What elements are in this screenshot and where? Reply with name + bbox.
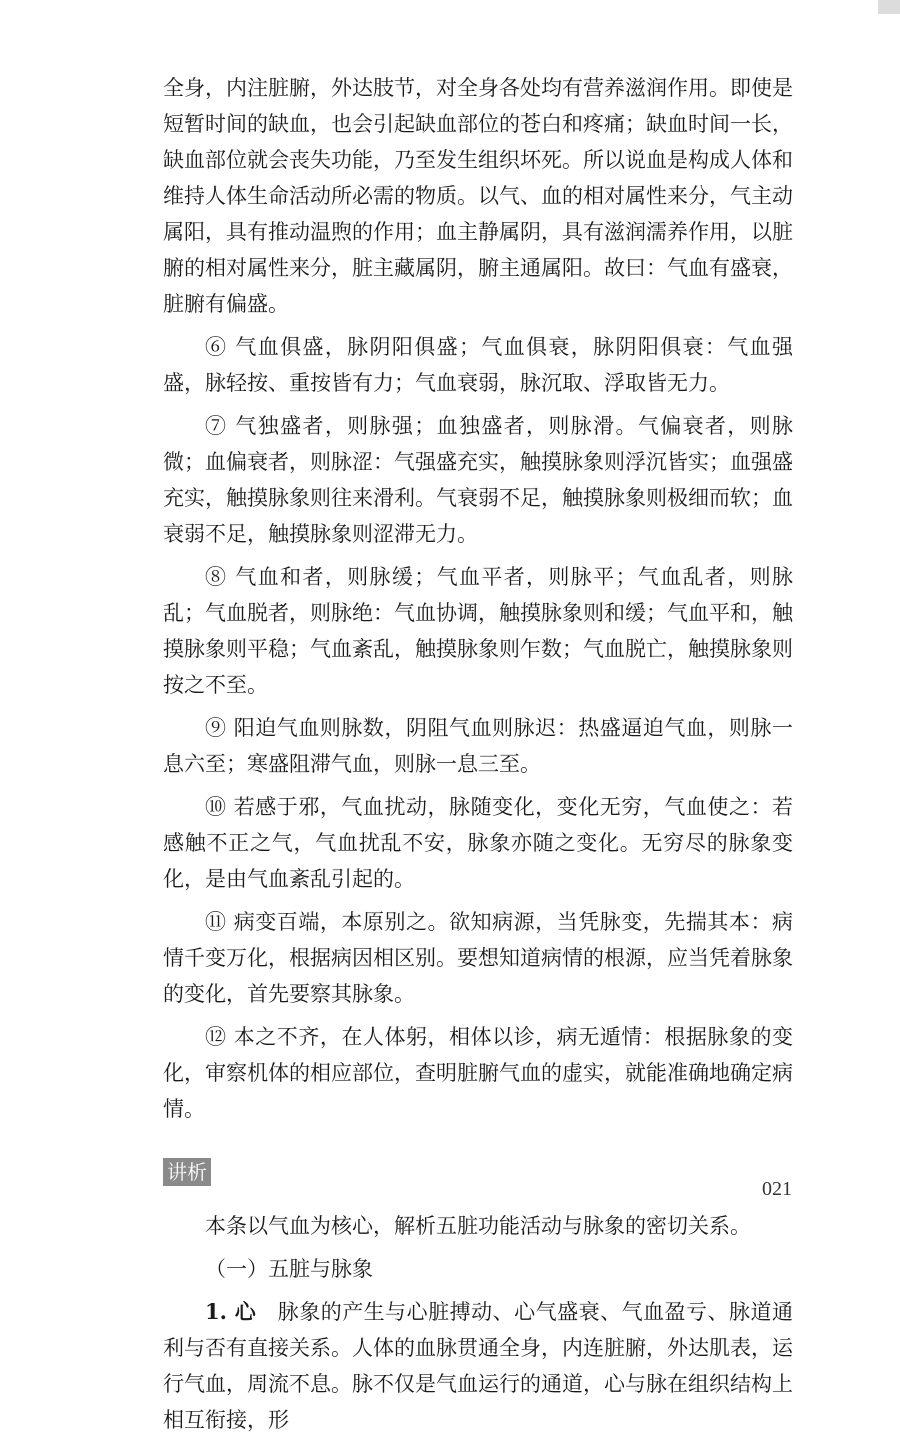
- paragraph-item-6: ⑥ 气血俱盛，脉阴阳俱盛；气血俱衰，脉阴阳俱衰：气血强盛，脉轻按、重按皆有力；气血衰弱，脉沉取、浮取皆无力。: [163, 335, 793, 395]
- paragraph-item-10: ⑩ 若感于邪，气血扰动，脉随变化，变化无穷，气血使之：若感触不正之气，气血扰乱不安，脉象亦随之变化。无穷尽的脉象变化，是由气血紊乱引起的。: [163, 795, 793, 891]
- corner-mark: [878, 0, 900, 14]
- item-1-paragraph: [163, 1294, 793, 1438]
- page-body: [163, 70, 793, 1445]
- paragraph-continued: 全身，内注脏腑，外达肢节，对全身各处均有营养滋润作用。即使是短暂时间的缺血，也会引起缺血部位的苍白和疼痛；缺血时间一长，缺血部位就会丧失功能，乃至发生组织坏死。所以说血是构成人体和维持人体生命活动所必需的物质。以气、血的相对属性来分，气主动属阳，具有推动温煦的作用；血主静属阴，具有滋润濡养作用，以脏腑的相对属性来分，脏主藏属阴，腑主通属阳。故曰：气血有盛衰，脏腑有偏盛。: [163, 76, 793, 316]
- item-1-label: 1. 心: [205, 1299, 257, 1324]
- subheading: （一）五脏与脉象: [205, 1257, 373, 1281]
- page-number: 021: [762, 1178, 792, 1200]
- section-label-wrapper: [163, 1134, 793, 1208]
- item-1-text: 脉象的产生与心脏搏动、心气盛衰、气血盈亏、脉道通利与否有直接关系。人体的血脉贯通全身，内连脏腑，外达肌表，运行气血，周流不息。脉不仅是气血运行的通道，心与脉在组织结构上相互衔接，形: [163, 1300, 794, 1432]
- paragraph-item-12: ⑫ 本之不齐，在人体躬，相体以诊，病无遁情：根据脉象的变化，审察机体的相应部位，查明脏腑气血的虚实，就能准确地确定病情。: [163, 1025, 793, 1121]
- paragraph-item-9: ⑨ 阳迫气血则脉数，阴阻气血则脉迟：热盛逼迫气血，则脉一息六至；寒盛阻滞气血，则脉一息三至。: [163, 716, 793, 776]
- paragraph-item-11: ⑪ 病变百端，本原别之。欲知病源，当凭脉变，先揣其本：病情千变万化，根据病因相区别。要想知道病情的根源，应当凭着脉象的变化，首先要察其脉象。: [163, 910, 793, 1006]
- paragraph-item-8: ⑧ 气血和者，则脉缓；气血平者，则脉平；气血乱者，则脉乱；气血脱者，则脉绝：气血协调，触摸脉象则和缓；气血平和，触摸脉象则平稳；气血紊乱，触摸脉象则乍数；气血脱亡，触摸脉象则按之不至。: [163, 565, 793, 697]
- analysis-intro: 本条以气血为核心，解析五脏功能活动与脉象的密切关系。: [205, 1214, 751, 1238]
- paragraph-item-7: ⑦ 气独盛者，则脉强；血独盛者，则脉滑。气偏衰者，则脉微；血偏衰者，则脉涩：气强盛充实，触摸脉象则浮沉皆实；血强盛充实，触摸脉象则往来滑利。气衰弱不足，触摸脉象则极细而软；血衰弱不足，触摸脉象则涩滞无力。: [163, 414, 793, 546]
- section-label: 讲析: [163, 1158, 211, 1186]
